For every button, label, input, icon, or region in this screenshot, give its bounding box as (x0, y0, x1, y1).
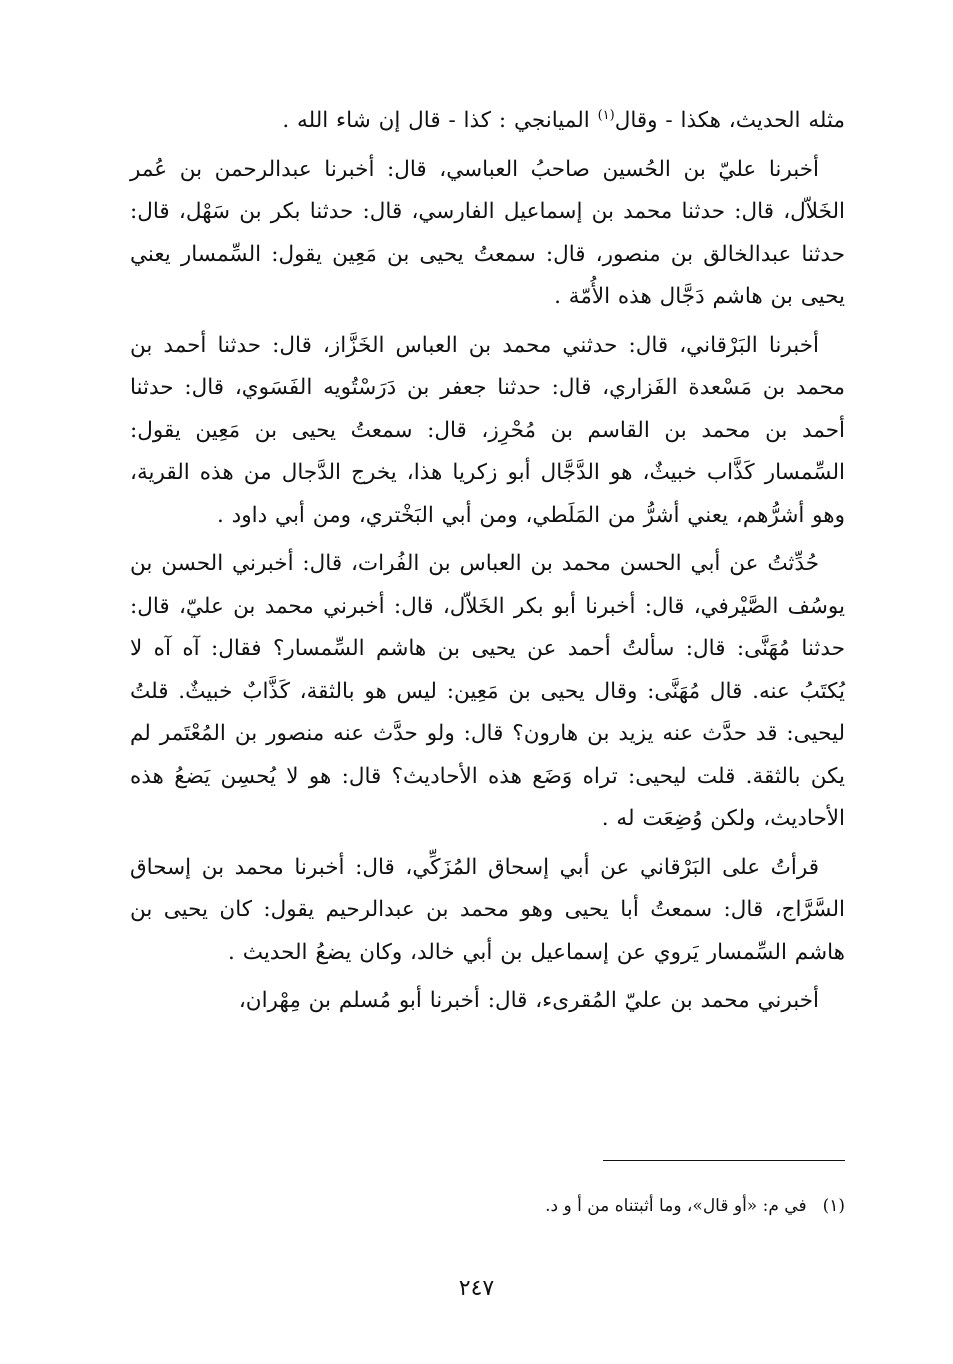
book-page (130, 100, 845, 1300)
paragraph-3: أخبرنا البَرْقاني، قال: حدثني محمد بن العباس الخَزَّاز، قال: حدثنا أحمد بن محمد بن مَسْعدة الفَزاري، قال: حدثنا جعفر بن دَرَسْتُويه الفَسَوي، قال: حدثنا أحمد بن محمد بن القاسم بن مُحْرِز، قال: سمعتُ يحيى بن مَعِين يقول: السِّمسار كَذَّاب خبيثٌ، هو الدَّجَّال أبو زكريا هذا، يخرج الدَّجال من هذه القرية، وهو أشرُّهم، يعني أشرُّ من المَلَطي، ومن أبي البَخْتري، ومن أبي داود . (130, 332, 845, 528)
footnote (130, 1192, 845, 1220)
paragraph-2: أخبرنا عليّ بن الحُسين صاحبُ العباسي، قال: أخبرنا عبدالرحمن بن عُمر الخَلاّل، قال: حدثنا محمد بن إسماعيل الفارسي، قال: حدثنا بكر بن سَهْل، قال: حدثنا عبدالخالق بن منصور، قال: سمعتُ يحيى بن مَعِين يقول: السِّمسار يعني يحيى بن هاشم دَجَّال هذه الأُمّة . (130, 156, 845, 309)
footnote-number: (١) (822, 1196, 845, 1216)
paragraph-4: حُدِّثتُ عن أبي الحسن محمد بن العباس بن الفُرات، قال: أخبرني الحسن بن يوسُف الصَّيْرفي، قال: أخبرنا أبو بكر الخَلاّل، قال: أخبرني محمد بن عليّ، قال: حدثنا مُهَنَّى: قال: سألتُ أحمد عن يحيى بن هاشم السِّمسار؟ فقال: آه آه لا يُكتَبُ عنه. قال مُهَنَّى: وقال يحيى بن مَعِين: ليس هو بالثقة، كَذَّابٌ خبيثٌ. قلتُ ليحيى: قد حدَّث عنه يزيد بن هارون؟ قال: ولو حدَّث عنه منصور بن المُعْتَمر لم يكن بالثقة. قلت ليحيى: تراه وَضَع هذه الأحاديث؟ قال: هو لا يُحسِن يَضعُ هذه الأحاديث، ولكن وُضِعَت له . (130, 551, 845, 831)
paragraph-6: أخبرني محمد بن عليّ المُقرىء، قال: أخبرنا أبو مُسلم بن مِهْران، (238, 988, 819, 1013)
paragraph-5: قرأتُ على البَرْقاني عن أبي إسحاق المُزَكِّي، قال: أخبرنا محمد بن إسحاق السَّرَّاج، قال: سمعتُ أبا يحيى وهو محمد بن عبدالرحيم يقول: كان يحيى بن هاشم السِّمسار يَروي عن إسماعيل بن أبي خالد، وكان يضعُ الحديث . (130, 854, 845, 965)
footnote-reference: (١) (597, 107, 615, 123)
paragraph-1-text-b: الميانجي : كذا - قال إن شاء الله . (282, 108, 598, 133)
paragraph-1-text-a: مثله الحديث، هكذا - وقال (614, 108, 845, 133)
footnote-divider (603, 1160, 845, 1161)
page-number: ٢٤٧ (458, 1276, 495, 1301)
footnote-text: في م: «أو قال»، وما أثبتناه من أ و د. (545, 1196, 807, 1216)
paragraph-1 (130, 100, 845, 143)
